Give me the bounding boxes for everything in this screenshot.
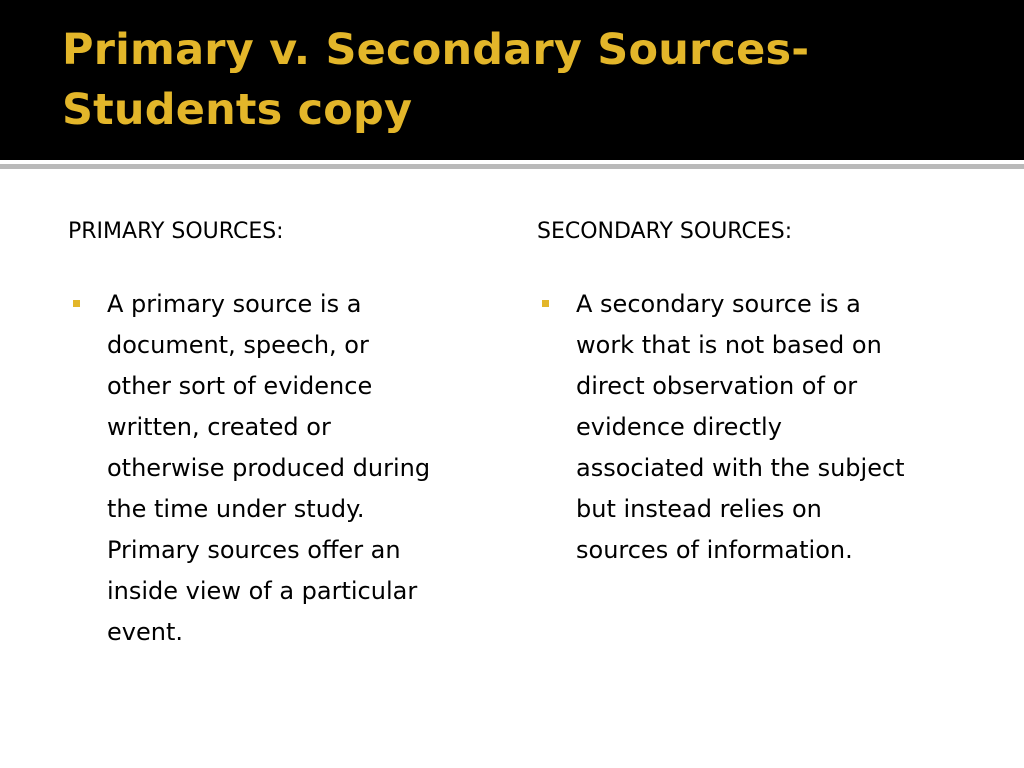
secondary-sources-bullet	[537, 284, 977, 571]
title-divider	[0, 164, 1024, 169]
primary-sources-definition: A primary source is a document, speech, or other sort of evidence written, created or otherwise produced during the time under study. Primary sources offer an inside view of a particular event.	[107, 290, 431, 646]
square-bullet-icon	[542, 300, 549, 307]
primary-sources-column	[68, 212, 498, 646]
secondary-sources-definition: A secondary source is a work that is not based on direct observation of or evidence directly associated with the subject but instead relies on sources of information.	[576, 290, 905, 564]
primary-sources-bullet	[68, 284, 498, 653]
slide-title	[62, 20, 1002, 140]
slide-title-line-1: Primary v. Secondary Sources-	[62, 25, 810, 75]
square-bullet-icon	[73, 300, 80, 307]
secondary-sources-heading: SECONDARY SOURCES:	[537, 219, 793, 244]
primary-sources-heading: PRIMARY SOURCES:	[68, 219, 284, 244]
secondary-sources-column	[537, 212, 977, 564]
slide-title-line-2: Students copy	[62, 85, 413, 135]
title-band	[0, 0, 1024, 160]
